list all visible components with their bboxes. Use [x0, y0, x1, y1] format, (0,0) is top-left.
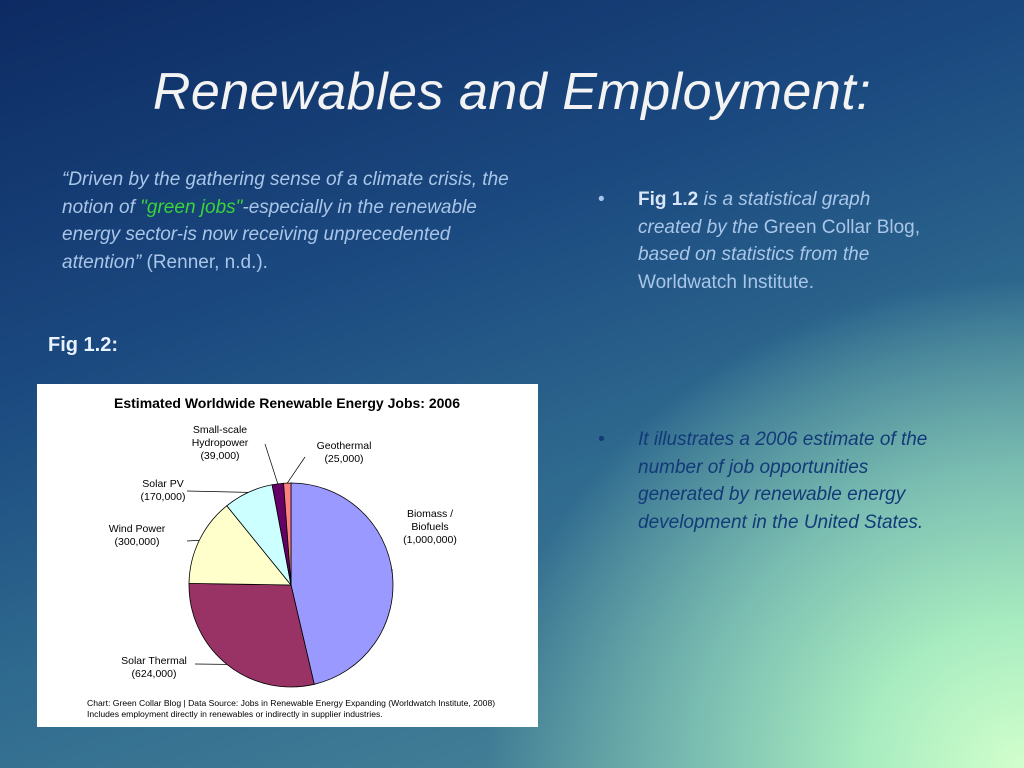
- chart-source-line-1: Chart: Green Collar Blog | Data Source: Jobs in Renewable Energy Expanding (Worldwatch Institute, 2008): [87, 698, 496, 708]
- slide-title: Renewables and Employment:: [152, 63, 872, 121]
- fig-label: Fig 1.2:: [48, 334, 119, 356]
- quote-open: “Driven by the gathering sense of a climate crisis, the notion of: [62, 169, 509, 218]
- bullet1-part5: Worldwatch Institute.: [638, 271, 815, 293]
- bullet1-part3: Green Collar Blog,: [763, 216, 920, 238]
- quote-citation: (Renner, n.d.).: [141, 251, 268, 273]
- bullet-marker: •: [598, 189, 605, 210]
- bullet2-text: It illustrates a 2006 estimate of the number of job opportunities generated by renewable energy development in the United States.: [638, 429, 928, 533]
- bullet1-part4: based on statistics from the: [638, 244, 870, 265]
- slice-label: Solar Thermal (624,000): [121, 655, 187, 680]
- slice-label: Geothermal (25,000): [316, 440, 372, 465]
- chart-title: Estimated Worldwide Renewable Energy Jobs: 2006: [114, 395, 460, 411]
- leader-line: [287, 457, 305, 483]
- slice-label: Solar PV (170,000): [140, 478, 186, 503]
- slice-label: Small-scale Hydropower (39,000): [191, 424, 249, 462]
- leader-line: [187, 491, 248, 492]
- quote-green-jobs: "green jobs": [140, 196, 243, 218]
- chart-source-line-2: Includes employment directly in renewables or indirectly in supplier industries.: [87, 709, 383, 719]
- pie-chart: [37, 384, 538, 727]
- leader-line: [187, 540, 199, 541]
- bullet1-fig-ref: Fig 1.2: [638, 189, 699, 210]
- quote-rest: -especially in the renewable energy sector-is now receiving unprecedented attention”: [62, 196, 477, 273]
- slice-label: Biomass / Biofuels (1,000,000): [403, 508, 457, 546]
- slice-label: Wind Power (300,000): [108, 523, 166, 548]
- bullet1-part2: is a statistical graph created by the: [638, 189, 871, 238]
- pie-chart-figure: [37, 384, 538, 727]
- bullet-marker: •: [598, 429, 605, 450]
- leader-line: [265, 444, 278, 484]
- quote-block: [62, 166, 522, 276]
